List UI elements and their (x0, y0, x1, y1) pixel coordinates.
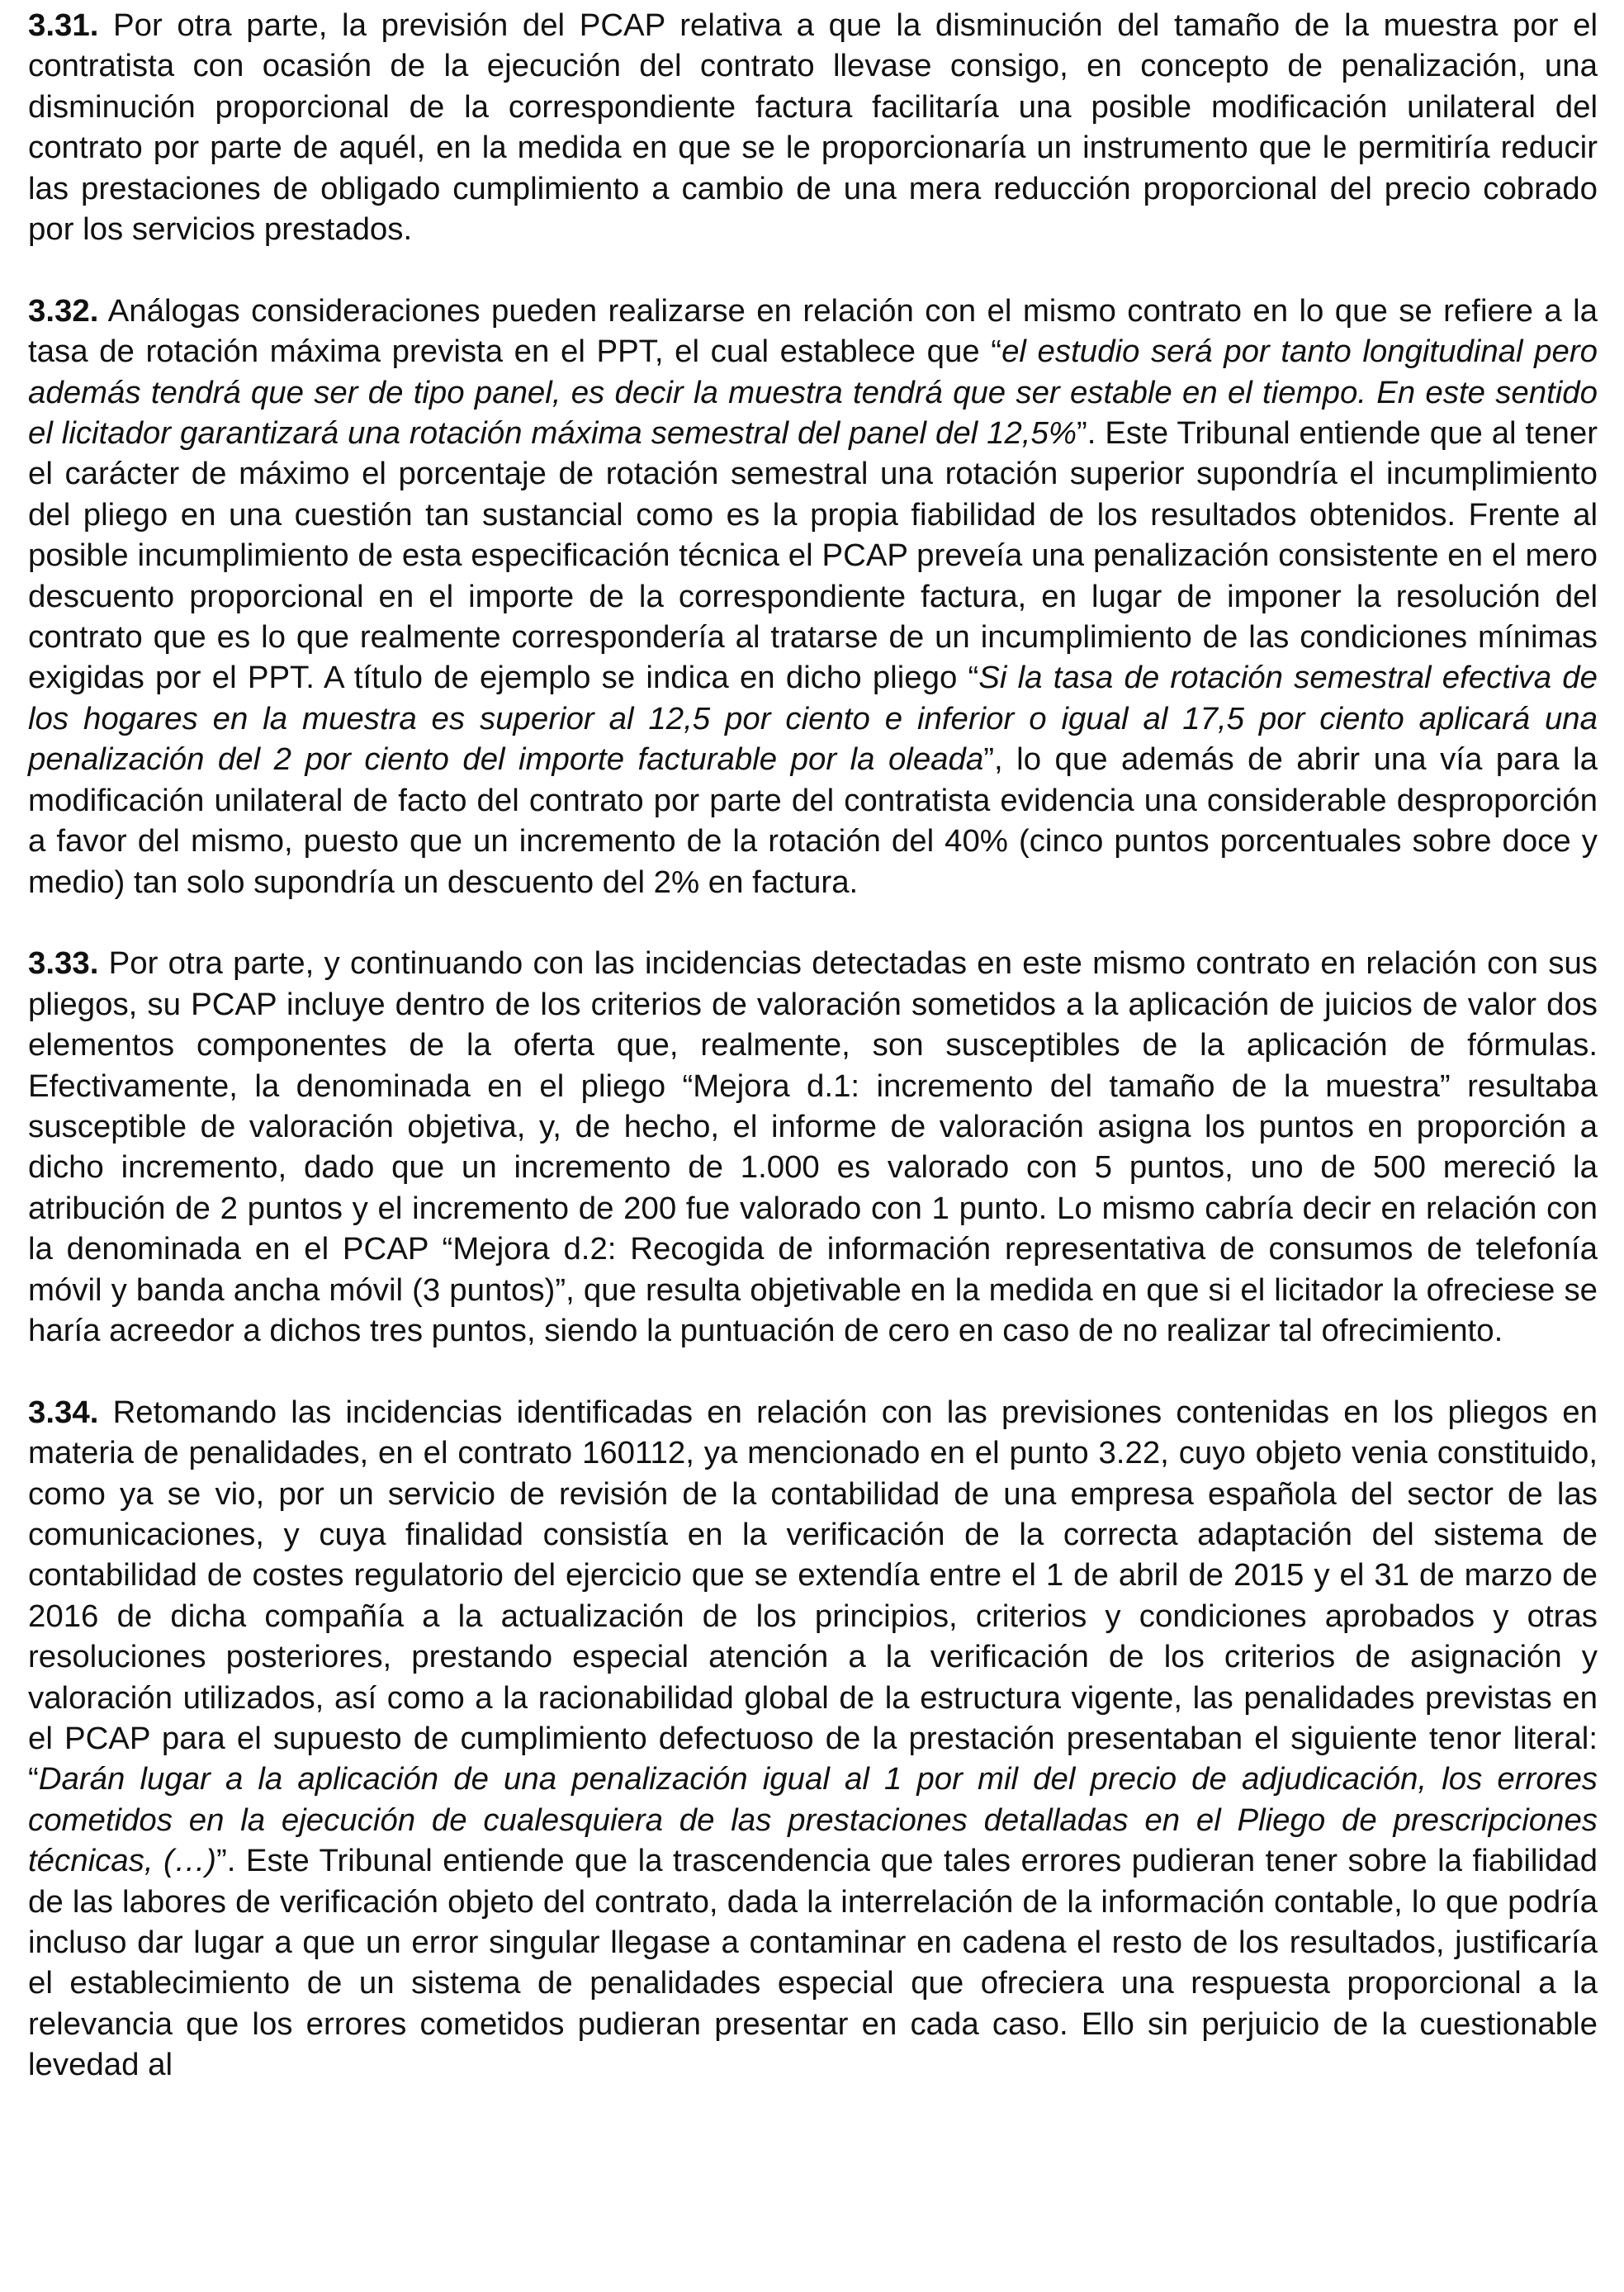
paragraph-3-34 (28, 1392, 1598, 2086)
paragraph-3-31 (28, 5, 1598, 249)
paragraph-text: ”. Este Tribunal entiende que la trascendencia que tales errores pudieran tener sobre la fiabilidad de las labores de verificación objeto del contrato, dada la interrelación de la información contable, lo que podría incluso dar lugar a que un error singular llegase a contaminar en cadena el resto de los resultados, justificaría el establecimiento de un sistema de penalidades especial que ofreciera una respuesta proporcional a la relevancia que los errores cometidos pudieran presentar en cada caso. Ello sin perjuicio de la cuestionable levedad al (28, 1843, 1598, 2083)
document-body (28, 5, 1598, 2126)
paragraph-number: 3.34. (28, 1394, 99, 1430)
paragraph-text: Por otra parte, la previsión del PCAP relativa a que la disminución del tamaño de la muestra por el contratista con ocasión de la ejecución del contrato llevase consigo, en concepto de penalización, una disminución proporcional de la correspondiente factura facilitaría una posible modificación unilateral del contrato por parte de aquél, en la medida en que se le proporcionaría un instrumento que le permitiría reducir las prestaciones de obligado cumplimiento a cambio de una mera reducción proporcional del precio cobrado por los servicios prestados. (28, 7, 1598, 248)
paragraph-text: ”. Este Tribunal entiende que al tener el carácter de máximo el porcentaje de rotación semestral una rotación superior supondría el incumplimiento del pliego en una cuestión tan sustancial como es la propia fiabilidad de los resultados obtenidos. Frente al posible incumplimiento de esta especificación técnica el PCAP preveía una penalización consistente en el mero descuento proporcional en el importe de la correspondiente factura, en lugar de imponer la resolución del contrato que es lo que realmente correspondería al tratarse de un incumplimiento de las condiciones mínimas exigidas por el PPT. A título de ejemplo se indica en dicho pliego “ (28, 415, 1598, 696)
paragraph-text: ”, lo que además de abrir una vía para la modificación unilateral de facto del contrato por parte del contratista evidencia una considerable desproporción a favor del mismo, puesto que un incremento de la rotación del 40% (cinco puntos porcentuales sobre doce y medio) tan solo supondría un descuento del 2% en factura. (28, 741, 1598, 900)
paragraph-text: Por otra parte, y continuando con las incidencias detectadas en este mismo contrato en relación con sus pliegos, su PCAP incluye dentro de los criterios de valoración sometidos a la aplicación de juicios de valor dos elementos componentes de la oferta que, realmente, son susceptibles de la aplicación de fórmulas. Efectivamente, la denominada en el pliego “Mejora d.1: incremento del tamaño de la muestra” resultaba susceptible de valoración objetiva, y, de hecho, el informe de valoración asigna los puntos en proporción a dicho incremento, dado que un incremento de 1.000 es valorado con 5 puntos, uno de 500 mereció la atribución de 2 puntos y el incremento de 200 fue valorado con 1 punto. Lo mismo cabría decir en relación con la denominada en el PCAP “Mejora d.2: Recogida de información representativa de consumos de telefonía móvil y banda ancha móvil (3 puntos)”, que resulta objetivable en la medida en que si el licitador la ofreciese se haría acreedor a dichos tres puntos, siendo la puntuación de cero en caso de no realizar tal ofrecimiento. (28, 945, 1598, 1348)
paragraph-3-33 (28, 943, 1598, 1351)
paragraph-number: 3.33. (28, 945, 99, 982)
quoted-text: el estudio será por tanto longitudinal pero además tendrá que ser de tipo panel, es decir la muestra tendrá que ser estable en el tiempo. En este sentido el licitador garantizará una rotación máxima semestral del panel del 12,5% (28, 334, 1598, 452)
paragraph-text: Retomando las incidencias identificadas en relación con las previsiones contenidas en los pliegos en materia de penalidades, en el contrato 160112, ya mencionado en el punto 3.22, cuyo objeto venia constituido, como ya se vio, por un servicio de revisión de la contabilidad de una empresa española del sector de las comunicaciones, y cuya finalidad consistía en la verificación de la correcta adaptación del sistema de contabilidad de costes regulatorio del ejercicio que se extendía entre el 1 de abril de 2015 y el 31 de marzo de 2016 de dicha compañía a la actualización de los principios, criterios y condiciones aprobados y otras resoluciones posteriores, prestando especial atención a la verificación de los criterios de asignación y valoración utilizados, así como a la racionabilidad global de la estructura vigente, las penalidades previstas en el PCAP para el supuesto de cumplimiento defectuoso de la prestación presentaban el siguiente tenor literal: “ (28, 1394, 1598, 1797)
paragraph-number: 3.32. (28, 292, 99, 329)
quoted-text: Si la tasa de rotación semestral efectiva de los hogares en la muestra es superior al 12,5 por ciento e inferior o igual al 17,5 por ciento aplicará una penalización del 2 por ciento del importe facturable por la oleada (28, 660, 1598, 778)
paragraph-3-32 (28, 291, 1598, 902)
paragraph-text: Análogas consideraciones pueden realizarse en relación con el mismo contrato en lo que se refiere a la tasa de rotación máxima prevista en el PPT, el cual establece que “ (28, 292, 1598, 370)
quoted-text: Darán lugar a la aplicación de una penalización igual al 1 por mil del precio de adjudicación, los errores cometidos en la ejecución de cualesquiera de las prestaciones detalladas en el Pliego de prescripciones técnicas, (…) (28, 1761, 1598, 1879)
paragraph-number: 3.31. (28, 7, 99, 43)
